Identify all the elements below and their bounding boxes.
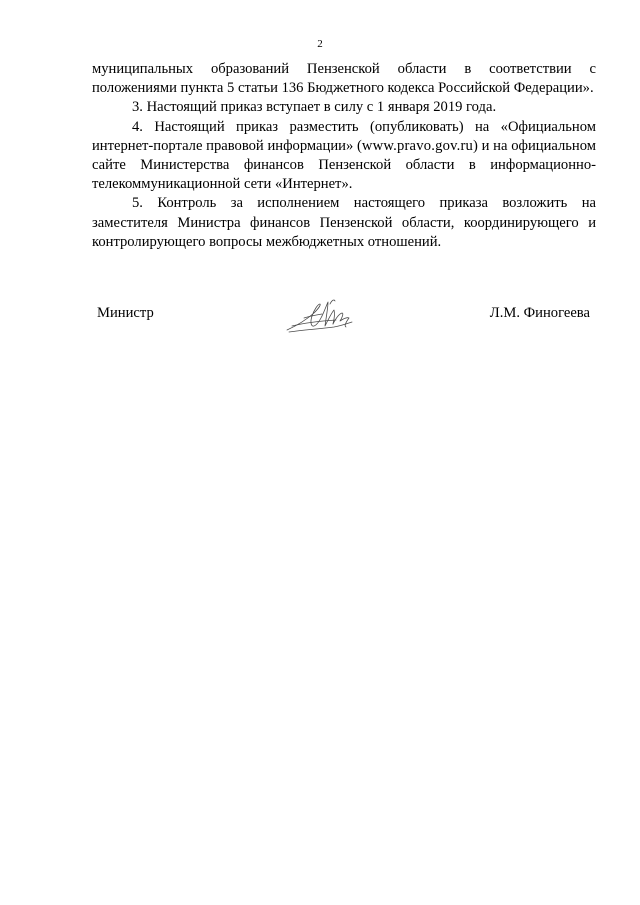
signer-name: Л.М. Финогеева <box>489 305 590 321</box>
document-body <box>92 60 596 252</box>
paragraph-continuation: муниципальных образований Пензенской области в соответствии с положениями пункта 5 статьи 136 Бюджетного кодекса Российской Федерации». <box>92 61 596 97</box>
pravo-url: www.pravo.gov.ru <box>361 137 474 154</box>
signature-block <box>92 296 596 340</box>
page-number: 2 <box>317 38 323 50</box>
signer-position: Министр <box>97 305 154 321</box>
handwritten-signature <box>284 296 364 338</box>
paragraph-5: 5. Контроль за исполнением настоящего приказа возложить на заместителя Министра финансов Пензенской области, координирующего и контролирующего вопросы межбюджетных отношений. <box>92 195 596 250</box>
paragraph-4-text-start: 4. Настоящий приказ разместить (опубликовать) на «Официальном интернет-портале правовой информации» ( <box>92 118 596 154</box>
paragraph-4-text-end: ) и на официальном сайте Министерства финансов Пензенской области в информационно-телекоммуникационной сети «Интернет». <box>92 137 596 193</box>
paragraph-3: 3. Настоящий приказ вступает в силу с 1 января 2019 года. <box>132 99 497 116</box>
paragraph-4 <box>92 118 596 195</box>
